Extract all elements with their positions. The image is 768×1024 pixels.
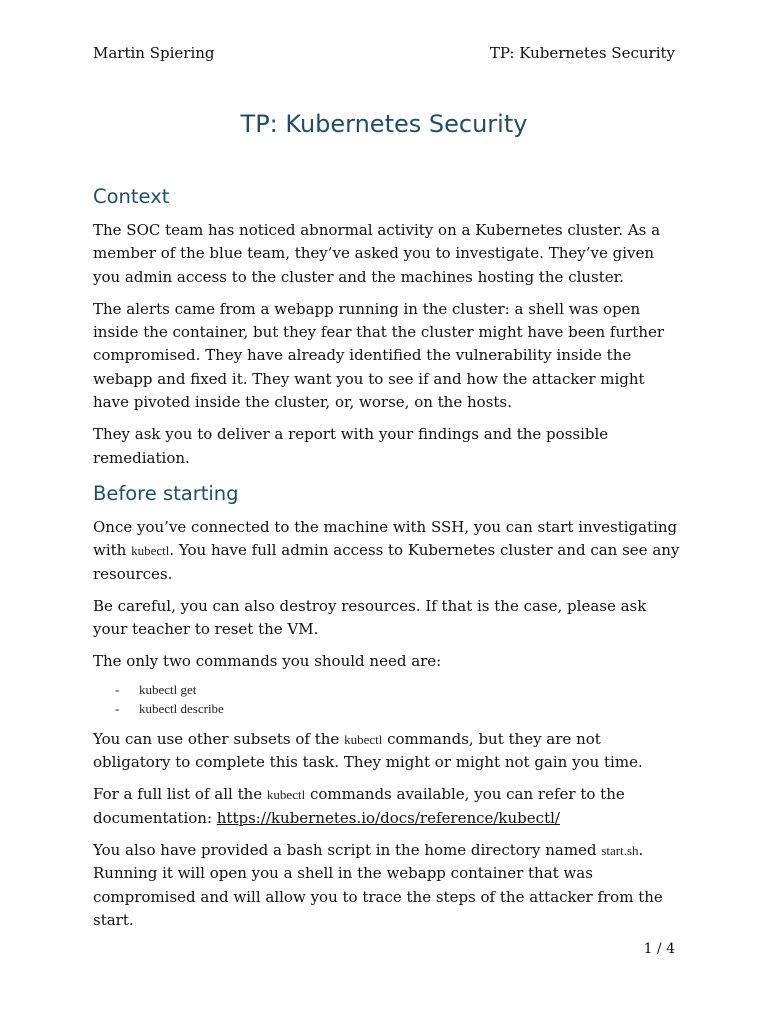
before-paragraph-1: [93, 516, 683, 586]
document-body: [93, 182, 683, 941]
inline-code: kubectl: [131, 543, 170, 559]
text-span: Once you’ve connected to the machine with SSH, you can start investigating with: [93, 517, 678, 560]
list-item: [93, 699, 683, 719]
list-item: [93, 680, 683, 700]
context-paragraph-2: The alerts came from a webapp running in the cluster: a shell was open inside the container, but they fear that the cluster might have been further compromised. They have already identified the vulnerability inside the webapp and fixed it. They want you to see if and how the attacker might have pivoted inside the cluster, or, worse, on the hosts.: [93, 299, 665, 412]
before-paragraph-3: The only two commands you should need are:: [93, 652, 442, 671]
page-header: [93, 44, 675, 64]
text-span: You can use other subsets of the: [93, 729, 345, 748]
command-list: [93, 680, 683, 719]
text-span: You also have provided a bash script in the home directory named: [93, 840, 602, 859]
before-paragraph-4: [93, 728, 683, 775]
context-paragraph-3: They ask you to deliver a report with your findings and the possible remediation.: [93, 425, 609, 467]
page-number: 1 / 4: [643, 941, 675, 957]
before-paragraph-5: [93, 783, 683, 830]
text-span: . You have full admin access to Kubernetes cluster and can see any resources.: [93, 541, 680, 583]
context-paragraph-1: The SOC team has noticed abnormal activity on a Kubernetes cluster. As a member of the blue team, they’ve asked you to investigate. They’ve given you admin access to the cluster and the machines hosting the cluster.: [93, 221, 661, 286]
list-bullet: -: [115, 701, 120, 717]
documentation-link[interactable]: https://kubernetes.io/docs/reference/kubectl/: [216, 808, 560, 827]
text-span: For a full list of all the: [93, 785, 267, 804]
before-paragraph-6: [93, 839, 683, 932]
text-span: . Running it will open you a shell in the webapp container that was compromised and will allow you to trace the steps of the attacker from the start.: [93, 840, 663, 929]
list-item-text: kubectl get: [139, 681, 197, 697]
list-item-text: kubectl describe: [139, 701, 224, 717]
list-bullet: -: [115, 681, 120, 697]
before-paragraph-2: Be careful, you can also destroy resources. If that is the case, please ask your teacher to reset the VM.: [93, 596, 647, 639]
inline-code: kubectl: [344, 731, 383, 747]
section-heading-context: Context: [93, 185, 170, 208]
page-title: TP: Kubernetes Security: [240, 110, 528, 138]
header-doc-title: TP: Kubernetes Security: [489, 44, 675, 62]
header-author: Martin Spiering: [93, 44, 215, 62]
section-heading-before-starting: Before starting: [93, 481, 239, 505]
inline-code: kubectl: [266, 787, 306, 803]
inline-code: start.sh: [601, 842, 639, 858]
text-span: commands, but they are not obligatory to complete this task. They might or might not gain you time.: [93, 729, 643, 772]
text-span: commands available, you can refer to the documentation:: [93, 785, 625, 827]
